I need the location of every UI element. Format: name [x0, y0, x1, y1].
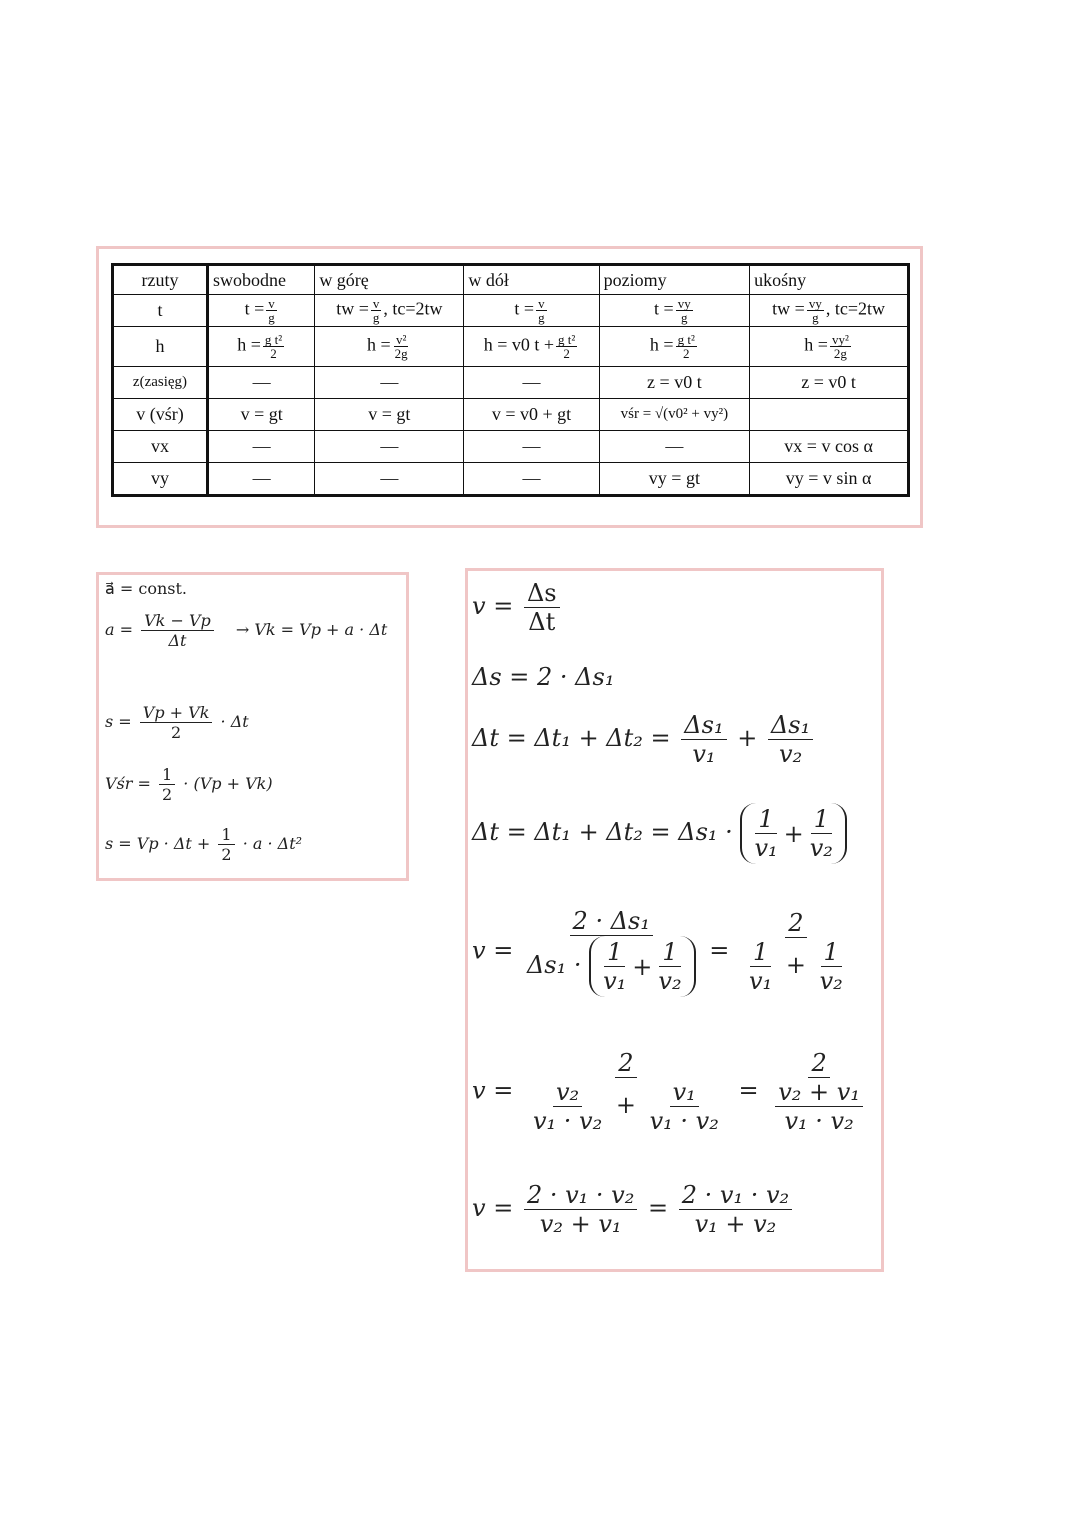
cell-h-swobodne: h = $\frac{\text{g t²}}{2}$	[208, 327, 315, 367]
table-row	[113, 367, 909, 399]
cell-vy-poziomy: vy = gt	[599, 463, 750, 496]
row-label-v: v (vśr)	[113, 399, 208, 431]
distance-split: Δs = 2 · Δs₁	[472, 663, 615, 691]
cell-vx-swobodne: —	[208, 431, 315, 463]
cell-v-ukosny	[750, 399, 909, 431]
cell-vx-poziomy: —	[599, 431, 750, 463]
cell-h-w-dol: h = v0 t + $\frac{\text{g t²}}{2}$	[464, 327, 599, 367]
cell-t-w-dol: t = $\frac{v}{g}$	[464, 295, 599, 327]
average-speed-derivation-box	[465, 568, 884, 1272]
row-label-h: h	[113, 327, 208, 367]
header-swobodne: swobodne	[208, 265, 315, 295]
projectile-motion-table	[111, 263, 910, 497]
cell-vy-w-gore: —	[315, 463, 464, 496]
time-factored-equation: Δt = Δt₁ + Δt₂ = Δs₁ · 1 v₁ + $\frac{1}{\text{v₂}}$	[472, 803, 847, 864]
average-speed-formula: Vśr = $\frac{1}{2}$ · (Vp + Vk)	[105, 765, 273, 804]
projectile-table-box	[96, 246, 923, 528]
header-w-dol: w dół	[464, 265, 599, 295]
row-label-z: z(zasięg)	[113, 367, 208, 399]
header-w-gore: w górę	[315, 265, 464, 295]
row-label-t: t	[113, 295, 208, 327]
cell-t-w-gore: tw = $\frac{v}{g}$ , tc=2tw	[315, 295, 464, 327]
cell-v-swobodne: v = gt	[208, 399, 315, 431]
cell-h-ukosny: h = $\frac{\text{vy²}}{2g}$	[750, 327, 909, 367]
cell-z-poziomy: z = v0 t	[599, 367, 750, 399]
cell-vy-ukosny: vy = v sin α	[750, 463, 909, 496]
row-label-vy: vy	[113, 463, 208, 496]
harmonic-mean-result: v = $\frac{\text{2 · v₁ · v₂}}{\text{v₂ + v₁}}$ = $\frac{\text{2 · v₁ · v₂}}{\text{v₁ + v₂}}$	[472, 1181, 795, 1238]
cell-vy-swobodne: —	[208, 463, 315, 496]
cell-h-poziomy: h = $\frac{\text{g t²}}{2}$	[599, 327, 750, 367]
cell-z-w-dol: —	[464, 367, 599, 399]
header-rzuty: rzuty	[113, 265, 208, 295]
cell-z-swobodne: —	[208, 367, 315, 399]
velocity-substitution: v = 2 · Δs₁ Δs₁ · 1 v₁ + $\frac{1}{\text{v₂}}$ = 2 $\frac{1}{\text{v₁}}$ + $\frac{1}{\text{v₂}}$	[472, 907, 843, 995]
table-header-row	[113, 265, 909, 295]
time-sum-equation: Δt = Δt₁ + Δt₂ = $\frac{\text{Δs₁}}{\text{v₁}}$ + $\frac{\text{Δs₁}}{\text{v₂}}$	[472, 711, 816, 768]
cell-v-w-dol: v = v0 + gt	[464, 399, 599, 431]
table-row	[113, 399, 909, 431]
table-row	[113, 295, 909, 327]
velocity-definition: v = $\frac{\Delta s}{\Delta t}$	[472, 579, 563, 636]
cell-v-w-gore: v = gt	[315, 399, 464, 431]
cell-t-swobodne: t = $\frac{v}{g}$	[208, 295, 315, 327]
header-poziomy: poziomy	[599, 265, 750, 295]
cell-t-poziomy: t = $\frac{vy}{g}$	[599, 295, 750, 327]
table-row	[113, 463, 909, 496]
cell-vx-w-dol: —	[464, 431, 599, 463]
const-acceleration: a⃗ = const.	[105, 579, 188, 598]
velocity-common-denominator: v = 2 $\frac{\text{v₂}}{\text{v₁ · v₂}}$ + $\frac{\text{v₁}}{\text{v₁ · v₂}}$ = $\frac{2}{\frac{\text{v₂ + v₁}}{\text{v₁ · v₂}}}$	[472, 1049, 872, 1135]
cell-z-w-gore: —	[315, 367, 464, 399]
acceleration-formula: a = $\frac{Vk - Vp}{\Delta t}$ → Vk = Vp + a · Δt	[105, 611, 388, 650]
cell-vx-w-gore: —	[315, 431, 464, 463]
header-ukosny: ukośny	[750, 265, 909, 295]
cell-t-ukosny: tw = $\frac{vy}{g}$ , tc=2tw	[750, 295, 909, 327]
table-row	[113, 431, 909, 463]
cell-vx-ukosny: vx = v cos α	[750, 431, 909, 463]
cell-z-ukosny: z = v0 t	[750, 367, 909, 399]
cell-h-w-gore: h = $\frac{\text{v²}}{2g}$	[315, 327, 464, 367]
distance-formula: s = $\frac{Vp + Vk}{2}$ · Δt	[105, 703, 249, 742]
cell-v-poziomy: vśr = √(v0² + vy²)	[599, 399, 750, 431]
table-row	[113, 327, 909, 367]
distance-acceleration-formula: s = Vp · Δt + $\frac{1}{2}$ · a · Δt²	[105, 825, 303, 864]
kinematics-formula-box	[96, 572, 409, 881]
cell-vy-w-dol: —	[464, 463, 599, 496]
row-label-vx: vx	[113, 431, 208, 463]
